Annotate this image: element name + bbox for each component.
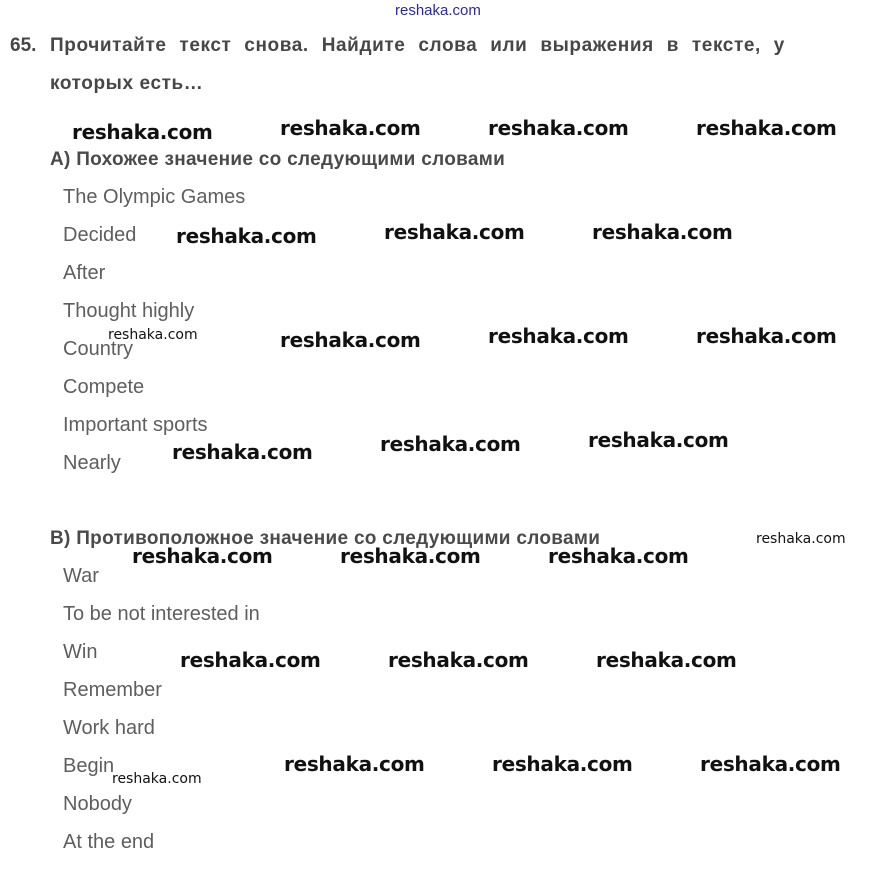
watermark: reshaka.com xyxy=(384,220,525,244)
watermark: reshaka.com xyxy=(172,440,313,464)
section-b-word: At the end xyxy=(63,831,155,853)
section-b-heading: B) Противоположное значение со следующими словами xyxy=(50,528,601,549)
section-b-word: War xyxy=(63,565,99,587)
section-b-word: Begin xyxy=(63,755,115,777)
watermark: reshaka.com xyxy=(588,428,729,452)
section-b-word: Work hard xyxy=(63,717,155,739)
watermark: reshaka.com xyxy=(108,327,198,343)
watermark: reshaka.com xyxy=(488,116,629,140)
section-a-word: Compete xyxy=(63,376,145,398)
section-a-word: Thought highly xyxy=(63,300,195,322)
task-instruction-line-1: Прочитайте текст снова. Найдите слова или выражения в тексте, у xyxy=(50,35,785,56)
watermark: reshaka.com xyxy=(756,531,846,547)
watermark: reshaka.com xyxy=(696,116,837,140)
site-header-link[interactable]: reshaka.com xyxy=(395,2,481,19)
watermark: reshaka.com xyxy=(280,328,421,352)
section-a-word: Decided xyxy=(63,224,137,246)
watermark: reshaka.com xyxy=(592,220,733,244)
watermark: reshaka.com xyxy=(340,544,481,568)
section-b-word: Win xyxy=(63,641,98,663)
section-b-word: To be not interested in xyxy=(63,603,260,625)
watermark: reshaka.com xyxy=(380,432,521,456)
task-number: 65. xyxy=(10,35,37,56)
watermark: reshaka.com xyxy=(548,544,689,568)
section-a-word: After xyxy=(63,262,106,284)
section-a-word: Country xyxy=(63,338,134,360)
watermark: reshaka.com xyxy=(112,771,202,787)
watermark: reshaka.com xyxy=(700,752,841,776)
watermark: reshaka.com xyxy=(284,752,425,776)
watermark: reshaka.com xyxy=(596,648,737,672)
watermark: reshaka.com xyxy=(388,648,529,672)
section-b-word: Nobody xyxy=(63,793,132,815)
watermark: reshaka.com xyxy=(72,120,213,144)
section-b-word: Remember xyxy=(63,679,162,701)
watermark: reshaka.com xyxy=(180,648,321,672)
watermark: reshaka.com xyxy=(492,752,633,776)
watermark: reshaka.com xyxy=(280,116,421,140)
section-a-word: Nearly xyxy=(63,452,121,474)
watermark: reshaka.com xyxy=(132,544,273,568)
section-a-word: The Olympic Games xyxy=(63,186,246,208)
watermark: reshaka.com xyxy=(696,324,837,348)
watermark: reshaka.com xyxy=(176,224,317,248)
section-a-heading: A) Похожее значение со следующими словами xyxy=(50,149,506,170)
task-instruction-line-2: которых есть… xyxy=(50,73,204,94)
section-a-word: Important sports xyxy=(63,414,208,436)
watermark: reshaka.com xyxy=(488,324,629,348)
